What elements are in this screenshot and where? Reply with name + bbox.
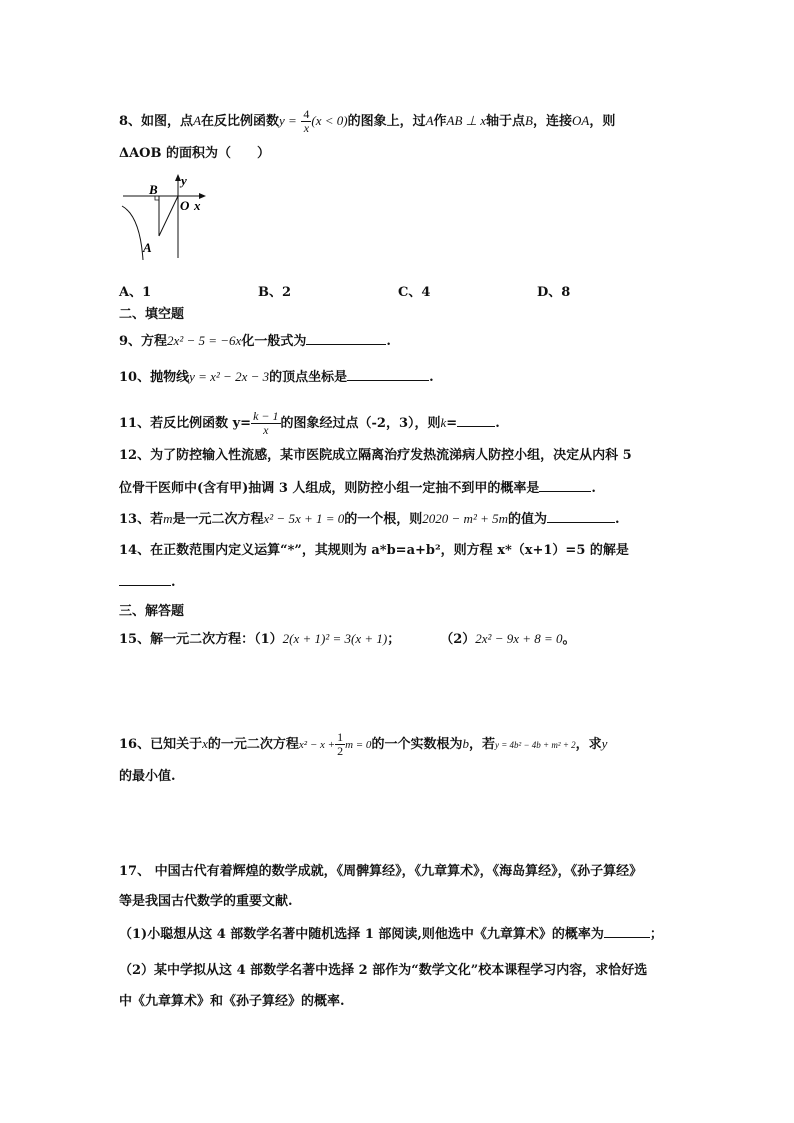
q11: 11、若反比例函数 y= $\frac{k - 1}{x}$ 的图象经过点（-2，3），则k= .	[119, 409, 500, 437]
q9-answer-blank[interactable]	[306, 333, 386, 345]
q17-sub1: （1)小聪想从这 4 部数学名著中随机选择 1 部阅读,则他选中《九章算术》的概率为 ；	[119, 927, 663, 942]
q13: 13、若m是一元二次方程x² − 5x + 1 = 0的一个根，则2020 − m² + 5m的值为 .	[119, 511, 620, 527]
q13-answer-blank[interactable]	[547, 511, 615, 523]
q8-option-d: D、8	[537, 285, 571, 300]
hyperbola-branch	[122, 206, 143, 260]
q14-line2: .	[119, 574, 176, 591]
label-a: A	[143, 240, 152, 255]
q12-answer-blank[interactable]	[539, 480, 591, 492]
q11-fraction: $\frac{k - 1}{x}$	[253, 409, 279, 437]
label-x: x	[194, 198, 201, 213]
q12-line1: 12、为了防控输入性流感，某市医院成立隔离治疗发热流涕病人防控小组，决定从内科 5	[119, 448, 632, 463]
label-o: O	[180, 198, 190, 213]
q8-option-b: B、2	[258, 285, 292, 300]
q8-line2: ΔAOB 的面积为（ ）	[119, 146, 271, 161]
q8-figure	[118, 172, 218, 262]
q17-line1: 17、 中国古代有着辉煌的数学成就，《周髀算经》，《九章算术》，《海岛算经》，《孙子算经》	[119, 864, 643, 879]
q8-fraction: $\frac{4}{x}$	[303, 107, 310, 135]
q17-answer-blank[interactable]	[604, 926, 650, 938]
q8-option-a: A、1	[119, 285, 152, 300]
q9: 9、方程2x² − 5 = −6x化一般式为 .	[119, 333, 391, 349]
q11-answer-blank[interactable]	[457, 415, 495, 427]
q16-line2: 的最小值.	[119, 769, 176, 784]
q14-answer-blank[interactable]	[119, 574, 171, 586]
label-y: y	[181, 173, 187, 188]
q16-line1: 16、已知关于x的一元二次方程x² − x + $\frac{1}{2}$ m = 0的一个实数根为b，若y = 4b² − 4b + m² + 2，求y	[119, 730, 608, 758]
q10: 10、抛物线y = x² − 2x − 3的顶点坐标是 .	[119, 369, 434, 385]
q8-option-c: C、4	[398, 285, 431, 300]
q17-line2: 等是我国古代数学的重要文献.	[119, 894, 293, 909]
section-fill-in: 二、填空题	[119, 307, 185, 322]
segment-oa	[159, 196, 178, 236]
section-solutions: 三、解答题	[119, 604, 185, 619]
q16-fraction: $\frac{1}{2}$	[337, 730, 344, 758]
q15: 15、解一元二次方程：（1）2(x + 1)² = 3(x + 1)； （2）2x² − 9x + 8 = 0。	[119, 631, 576, 647]
q17-sub2-line2: 中《九章算术》和《孙子算经》的概率.	[119, 994, 345, 1009]
q14-line1: 14、在正数范围内定义运算“*”，其规则为 a*b=a+b²，则方程 x*（x+1）=5 的解是	[119, 543, 629, 558]
q12-line2: 位骨干医师中(含有甲)抽调 3 人组成，则防控小组一定抽不到甲的概率是 .	[119, 481, 596, 496]
q17-sub2: （2）某中学拟从这 4 部数学名著中选择 2 部作为“数学文化”校本课程学习内容，求恰好选	[119, 963, 648, 978]
q10-answer-blank[interactable]	[347, 369, 429, 381]
q8-line1: 8、如图，点A在反比例函数y = $\frac{4}{x}$ (x < 0)的图象上，过A作AB ⊥ x轴于点B，连接OA，则	[119, 107, 616, 135]
label-b: B	[149, 182, 158, 197]
q8-number: 8、	[119, 114, 142, 129]
